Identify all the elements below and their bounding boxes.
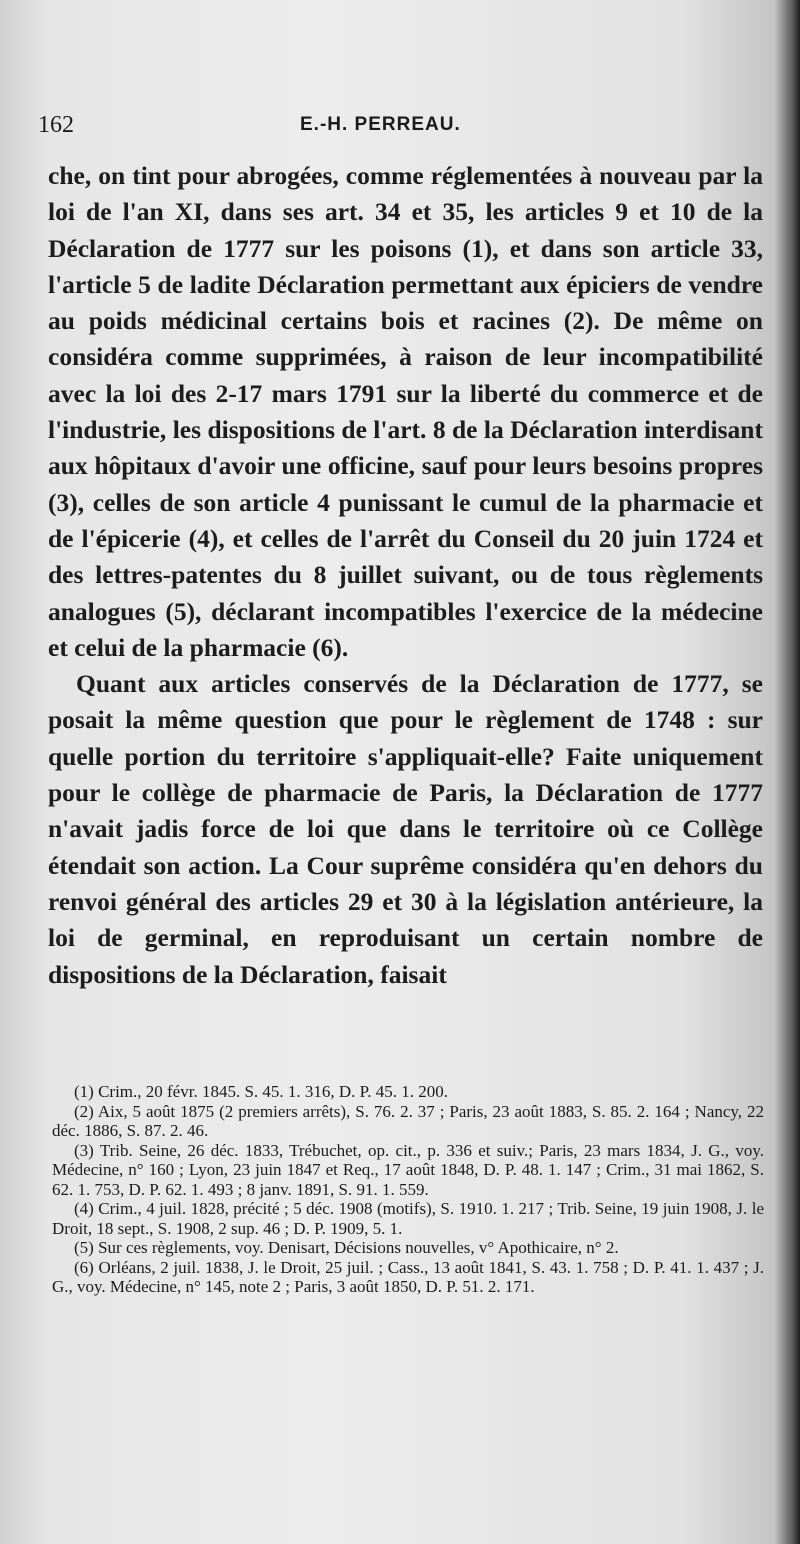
- page-header: [38, 112, 768, 152]
- running-head: E.-H. PERREAU.: [300, 114, 461, 135]
- footnote: (5) Sur ces règlements, voy. Denisart, Décisions nouvelles, v° Apothicaire, n° 2.: [74, 1238, 619, 1257]
- body-paragraph: Quant aux articles conservés de la Déclaration de 1777, se posait la même question que pour le règlement de 1748 : sur quelle portion du territoire s'appliquait-elle? Faite uniquement pour le collège de pharmacie de Paris, la Déclaration de 1777 n'avait jadis force de loi que dans le territoire où ce Collège étendait son action. La Cour suprême considéra qu'en dehors du renvoi général des articles 29 et 30 à la législation antérieure, la loi de germinal, en reproduisant un certain nombre de dispositions de la Déclaration, faisait: [48, 669, 763, 989]
- main-text: [48, 158, 763, 993]
- footnote: (2) Aix, 5 août 1875 (2 premiers arrêts), S. 76. 2. 37 ; Paris, 23 août 1883, S. 85. 2. 164 ; Nancy, 22 déc. 1886, S. 87. 2. 46.: [52, 1101, 764, 1140]
- footnote: (3) Trib. Seine, 26 déc. 1833, Trébuchet, op. cit., p. 336 et suiv.; Paris, 23 mars 1834, J. G., voy. Médecine, n° 160 ; Lyon, 23 juin 1847 et Req., 17 août 1848, D. P. 48. 1. 147 ; Crim., 31 mai 1862, S. 62. 1. 753, D. P. 62. 1. 493 ; 8 janv. 1891, S. 91. 1. 559.: [52, 1140, 764, 1199]
- footnote: (1) Crim., 20 févr. 1845. S. 45. 1. 316, D. P. 45. 1. 200.: [74, 1082, 448, 1101]
- page-number: 162: [38, 112, 74, 138]
- footnotes: [52, 1082, 764, 1297]
- body-paragraph: che, on tint pour abrogées, comme réglementées à nouveau par la loi de l'an XI, dans ses art. 34 et 35, les articles 9 et 10 de la Déclaration de 1777 sur les poisons (1), et dans son article 33, l'article 5 de ladite Déclaration permettant aux épiciers de vendre au poids médicinal certains bois et racines (2). De même on considéra comme supprimées, à raison de leur incompatibilité avec la loi des 2-17 mars 1791 sur la liberté du commerce et de l'industrie, les dispositions de l'art. 8 de la Déclaration interdisant aux hôpitaux d'avoir une officine, sauf pour leurs besoins propres (3), celles de son article 4 punissant le cumul de la pharmacie et de l'épicerie (4), et celles de l'arrêt du Conseil du 20 juin 1724 et des lettres-patentes du 8 juillet suivant, ou de tous règlements analogues (5), déclarant incompatibles l'exercice de la médecine et celui de la pharmacie (6).: [48, 161, 763, 662]
- footnote: (6) Orléans, 2 juil. 1838, J. le Droit, 25 juil. ; Cass., 13 août 1841, S. 43. 1. 758 ; D. P. 41. 1. 437 ; J. G., voy. Médecine, n° 145, note 2 ; Paris, 3 août 1850, D. P. 51. 2. 171.: [52, 1257, 764, 1296]
- footnote: (4) Crim., 4 juil. 1828, précité ; 5 déc. 1908 (motifs), S. 1910. 1. 217 ; Trib. Seine, 19 juin 1908, J. le Droit, 18 sept., S. 1908, 2 sup. 46 ; D. P. 1909, 5. 1.: [52, 1199, 764, 1238]
